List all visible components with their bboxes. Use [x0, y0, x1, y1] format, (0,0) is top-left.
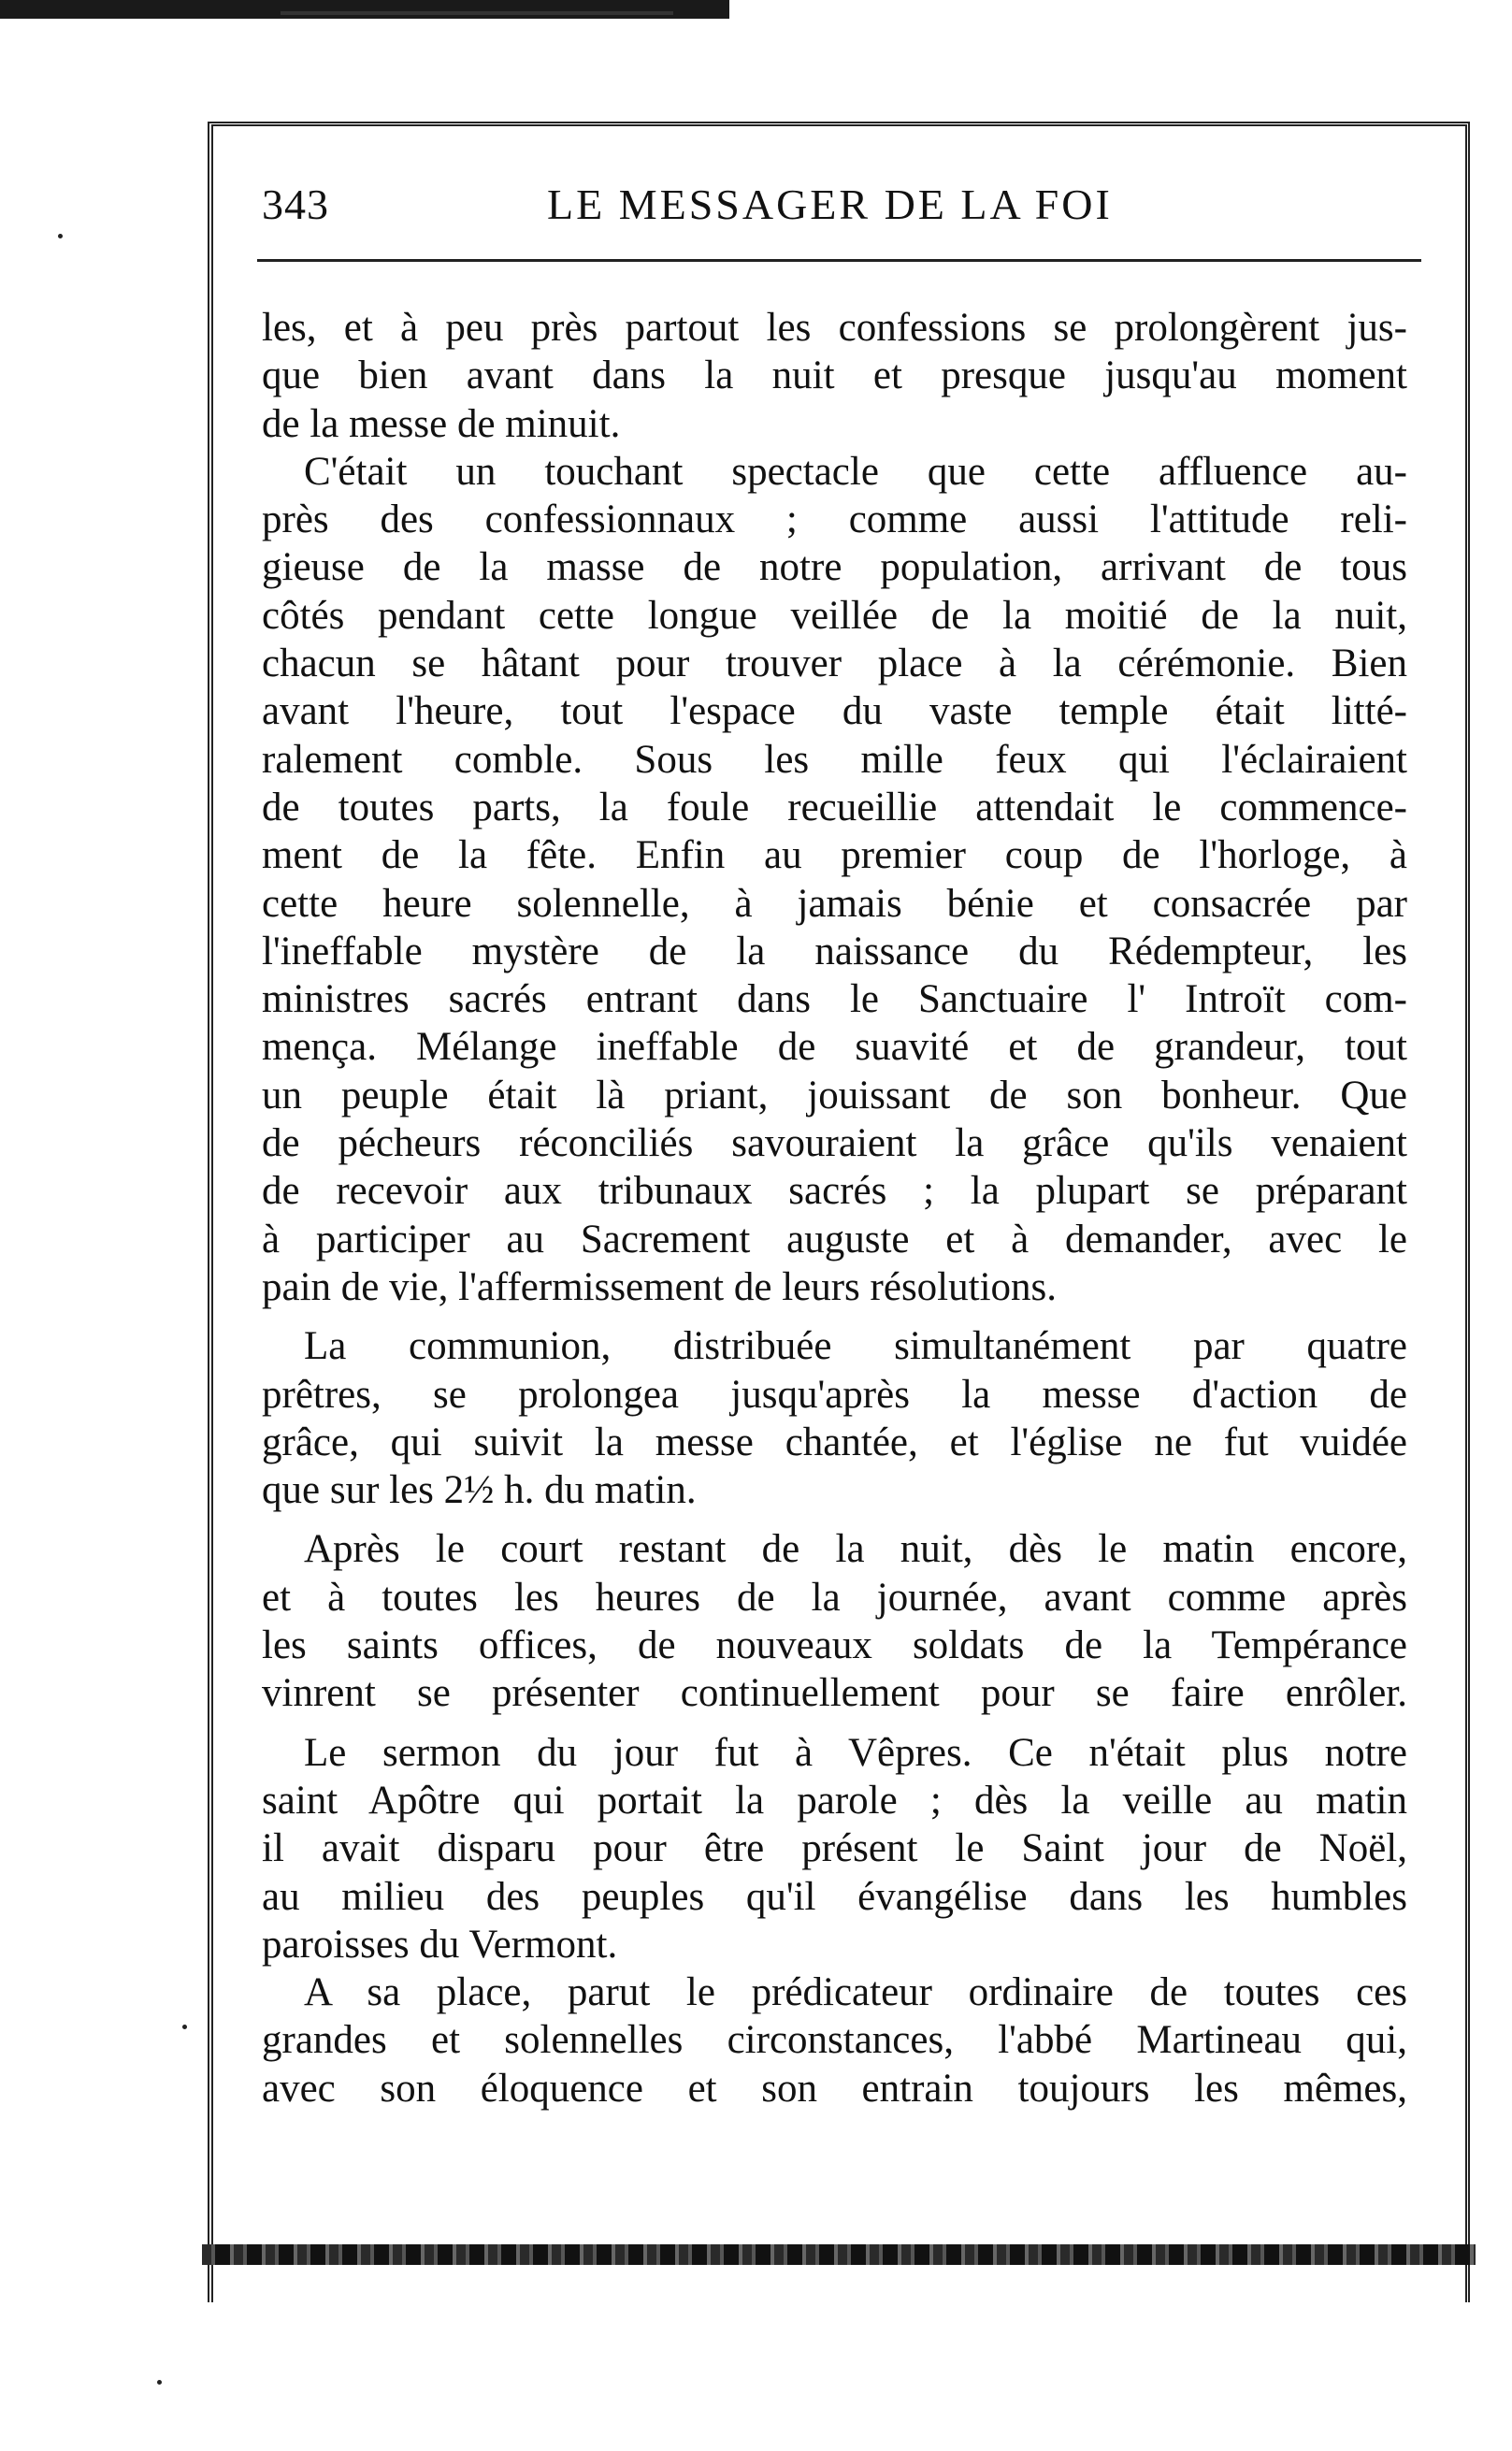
stray-ink-mark [157, 2380, 162, 2385]
text-line: que bien avant dans la nuit et presque jusqu'au moment [262, 353, 1407, 398]
text-line: ministres sacrés entrant dans le Sanctuaire l' Introït com- [262, 977, 1407, 1022]
text-line: de toutes parts, la foule recueillie attendait le commence- [262, 785, 1407, 829]
text-line: avant l'heure, tout l'espace du vaste temple était litté- [262, 689, 1407, 734]
body-text [262, 304, 1407, 2112]
text-line: paroisses du Vermont. [262, 1922, 618, 1967]
text-line: avec son éloquence et son entrain toujours les mêmes, [262, 2066, 1407, 2111]
text-line: saint Apôtre qui portait la parole ; dès la veille au matin [262, 1778, 1407, 1823]
text-line: il avait disparu pour être présent le Saint jour de Noël, [262, 1826, 1407, 1871]
text-line: A sa place, parut le prédicateur ordinaire de toutes ces [304, 1970, 1407, 2015]
text-line: de recevoir aux tribunaux sacrés ; la plupart se préparant [262, 1169, 1407, 1214]
text-line: grâce, qui suivit la messe chantée, et l'église ne fut vuidée [262, 1420, 1407, 1464]
text-line: vinrent se présenter continuellement pour se faire enrôler. [262, 1671, 1407, 1716]
text-line: et à toutes les heures de la journée, avant comme après [262, 1575, 1407, 1620]
text-line: pain de vie, l'affermissement de leurs résolutions. [262, 1264, 1058, 1309]
text-line: à participer au Sacrement auguste et à demander, avec le [262, 1217, 1407, 1262]
text-line: ralement comble. Sous les mille feux qui l'éclairaient [262, 737, 1407, 782]
text-line: l'ineffable mystère de la naissance du Rédempteur, les [262, 929, 1407, 973]
stray-ink-mark [182, 2025, 187, 2029]
header-rule [257, 259, 1421, 262]
stray-ink-mark [58, 234, 63, 238]
text-line: Après le court restant de la nuit, dès le matin encore, [304, 1527, 1407, 1572]
top-edge-rule-thin [281, 11, 673, 15]
paragraph-gap [262, 1514, 1407, 1525]
text-line: cette heure solennelle, à jamais bénie et consacrée par [262, 881, 1407, 926]
paragraph-gap [262, 1311, 1407, 1322]
running-title: LE MESSAGER DE LA FOI [547, 180, 1113, 228]
text-line: prêtres, se prolongea jusqu'après la messe d'action de [262, 1372, 1407, 1417]
text-line: côtés pendant cette longue veillée de la moitié de la nuit, [262, 593, 1407, 638]
text-line: mença. Mélange ineffable de suavité et de grandeur, tout [262, 1025, 1407, 1070]
paragraph-gap [262, 1718, 1407, 1729]
text-line: La communion, distribuée simultanément par quatre [304, 1324, 1407, 1369]
text-line: un peuple était là priant, jouissant de son bonheur. Que [262, 1073, 1407, 1117]
page-header [252, 180, 1421, 236]
page-frame-bottom-ornament [202, 2244, 1476, 2265]
text-line: au milieu des peuples qu'il évangélise dans les humbles [262, 1874, 1407, 1919]
top-edge-rule [0, 0, 729, 19]
text-line: ment de la fête. Enfin au premier coup de l'horloge, à [262, 833, 1407, 878]
text-line: les saints offices, de nouveaux soldats de la Tempérance [262, 1623, 1407, 1668]
text-line: les, et à peu près partout les confessions se prolongèrent jus- [262, 306, 1407, 350]
page-number: 343 [262, 180, 329, 228]
text-line: Le sermon du jour fut à Vêpres. Ce n'était plus notre [304, 1730, 1407, 1775]
text-line: chacun se hâtant pour trouver place à la cérémonie. Bien [262, 642, 1407, 686]
text-line: gieuse de la masse de notre population, arrivant de tous [262, 545, 1407, 590]
text-line: près des confessionnaux ; comme aussi l'attitude reli- [262, 497, 1407, 542]
text-line: grandes et solennelles circonstances, l'abbé Martineau qui, [262, 2018, 1407, 2063]
text-line: que sur les 2½ h. du matin. [262, 1468, 697, 1513]
text-line: de pécheurs réconciliés savouraient la grâce qu'ils venaient [262, 1121, 1407, 1166]
text-line: C'était un touchant spectacle que cette affluence au- [304, 449, 1407, 494]
text-line: de la messe de minuit. [262, 401, 621, 446]
